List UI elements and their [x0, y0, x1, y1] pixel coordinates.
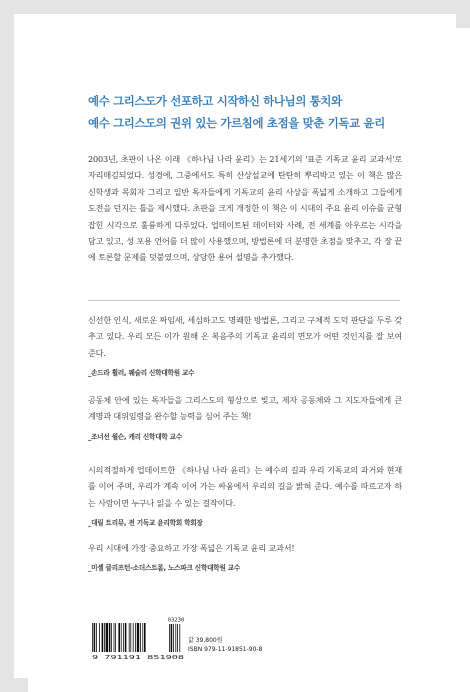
- endorsement-attribution: _손드라 휠러, 웨슬리 신학대학원 교수: [88, 369, 195, 378]
- barcode-bars: [92, 623, 180, 652]
- barcode-addon-number: 03230: [167, 617, 185, 624]
- section-divider: [88, 300, 400, 301]
- endorsement-attribution: _미셸 클리프턴-소더스트롬, 노스파크 신학대학원 교수: [88, 564, 241, 573]
- isbn-label: ISBN 979-11-91851-90-8: [188, 646, 263, 653]
- intro-text: 2003년, 초판이 나온 이래 《하나님 나라 윤리》는 21세기의 '표준 기독교 윤리 교과서'로 자리매김되었다. 성경에, 그중에서도 특히 산상설교에 탄탄히 뿌리박고 있는 이 책은 많은 신학생과 목회자 그리고 일반 독자들에게 기독교의 윤리 사상을 폭넓게 소개하고 그들에게 도전을 던지는 틀을 제시했다. 초판을 크게 개정한 이 책은 이 시대의 주요 윤리 이슈를 균형 잡힌 시각으로 훌륭하게 다루었다. 업데이트된 데이터와 사례, 전 세계를 아우르는 시각을 담고 있고, 성 포용 언어를 더 많이 사용했으며, 방법론에 더 분명한 초점을 맞추고, 각 장 끝에 토론할 문제를 덧붙였으며, 상당한 용어 설명을 추가했다.: [88, 154, 402, 263]
- endorsement-1: [88, 312, 402, 382]
- headline-line-2: 예수 그리스도의 권위 있는 가르침에 초점을 맞춘 기독교 윤리: [88, 116, 385, 130]
- endorsement-text: 신선한 인식, 새로운 짜임새, 세심하고도 명쾌한 방법론, 그리고 구체적 도덕 판단을 두루 갖추고 있다. 우리 모든 이가 원해 온 복음주의 기독교 윤리의 면모가 어떤 것인지를 잘 보여 준다.: [88, 315, 402, 358]
- endorsement-attribution: _대릴 트리뮤, 전 기독교 윤리학회 학회장: [88, 519, 203, 528]
- price-block: [188, 636, 262, 654]
- endorsement-3: [88, 462, 402, 532]
- price-label: 값 39,800원: [188, 637, 223, 644]
- endorsement-text: 공동체 안에 있는 독자들을 그리스도의 형상으로 빚고, 제자 공동체와 그 지도자들에게 큰 계명과 대위임령을 완수할 능력을 심어 주는 책!: [88, 395, 402, 422]
- endorsement-text: 시의적절하게 업데이트한 《하나님 나라 윤리》는 예수의 길과 우리 기독교의 과거와 현재를 이어 주며, 우리가 계속 이어 가는 싸움에서 우리의 길을 밝혀 준다. 예수를 따르고자 하는 사람이면 누구나 읽을 수 있는 걸작이다.: [88, 465, 402, 508]
- endorsement-text: 우리 시대에 가장 중요하고 가장 폭넓은 기독교 윤리 교과서!: [88, 543, 295, 553]
- endorsement-4: [88, 540, 402, 577]
- endorsement-attribution: _조너선 윌슨, 캐리 신학대학 교수: [88, 432, 182, 441]
- headline-line-1: 예수 그리스도가 선포하고 시작하신 하나님의 통치와: [88, 94, 342, 108]
- intro-paragraph: [88, 151, 402, 266]
- barcode-number: 9 791191 851908: [92, 655, 184, 660]
- endorsement-2: [88, 392, 402, 445]
- isbn-barcode: [90, 616, 186, 660]
- headline: [88, 90, 428, 134]
